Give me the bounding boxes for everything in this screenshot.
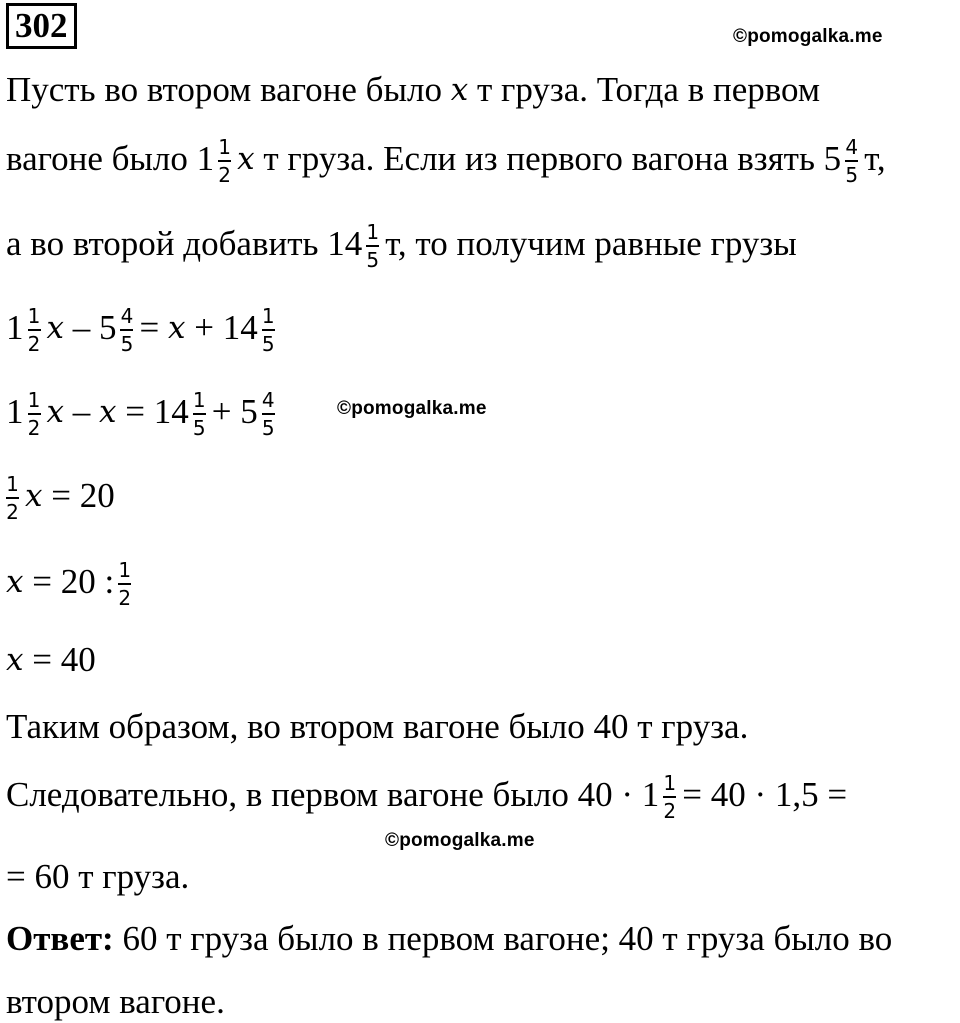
equation-5 xyxy=(6,640,96,680)
fraction xyxy=(28,305,41,355)
variable-x: x xyxy=(237,141,255,177)
fraction-bar xyxy=(28,329,41,331)
eq-segment: = 20 xyxy=(42,476,115,515)
fraction-bar xyxy=(845,160,858,162)
variable-x: x xyxy=(46,310,64,346)
denominator: 5 xyxy=(120,332,134,356)
denominator: 2 xyxy=(6,500,19,524)
eq-segment: = xyxy=(139,308,168,347)
text-segment: т, то получим равные грузы xyxy=(385,224,797,263)
conclusion-line-3 xyxy=(6,857,189,897)
eq-segment: = 14 xyxy=(116,392,189,431)
denominator: 5 xyxy=(366,248,380,272)
fraction-bar xyxy=(663,796,676,798)
fraction xyxy=(118,559,131,609)
variable-x: x xyxy=(450,72,469,108)
text-segment: а во второй добавить 14 xyxy=(6,224,363,263)
answer-text: 60 т груза было в первом вагоне; 40 т груза было во xyxy=(113,919,893,958)
equation-4 xyxy=(6,557,137,610)
watermark: ©pomogalka.me xyxy=(733,26,883,47)
fraction-bar xyxy=(193,413,206,415)
denominator: 5 xyxy=(845,163,859,187)
answer-line-2 xyxy=(6,982,225,1022)
eq-segment: + 5 xyxy=(211,392,258,431)
text-segment: = 40 · 1,5 = xyxy=(682,775,848,814)
eq-segment: 1 xyxy=(6,308,24,347)
task-number: 302 xyxy=(6,3,77,49)
numerator: 4 xyxy=(120,304,134,328)
fraction-bar xyxy=(218,160,231,162)
variable-x: x xyxy=(167,310,186,346)
variable-x: x xyxy=(98,394,117,430)
text-segment: т, xyxy=(864,139,886,178)
denominator: 2 xyxy=(663,799,677,823)
answer-line-1 xyxy=(6,919,892,959)
denominator: 2 xyxy=(27,332,41,356)
text-segment: = 60 т груза. xyxy=(6,857,190,896)
fraction xyxy=(218,136,231,186)
variable-x: x xyxy=(6,642,24,678)
denominator: 2 xyxy=(27,416,41,440)
text-segment: Следовательно, в первом вагоне было 40 · 1 xyxy=(6,775,660,814)
fraction xyxy=(193,389,206,439)
fraction xyxy=(262,305,275,355)
eq-segment: – xyxy=(63,392,99,431)
fraction xyxy=(845,136,858,186)
eq-segment: – 5 xyxy=(63,308,117,347)
text-segment: Пусть во втором вагоне было xyxy=(6,70,451,109)
watermark: ©pomogalka.me xyxy=(385,830,535,851)
numerator: 1 xyxy=(261,304,275,328)
equation-1 xyxy=(6,303,281,356)
eq-segment: = 20 : xyxy=(23,562,115,601)
denominator: 5 xyxy=(261,332,275,356)
eq-segment: 1 xyxy=(6,392,24,431)
answer-label: Ответ: xyxy=(6,919,114,958)
eq-segment: + 14 xyxy=(185,308,258,347)
fraction xyxy=(6,473,19,523)
fraction xyxy=(366,221,379,271)
numerator: 1 xyxy=(366,220,380,244)
numerator: 4 xyxy=(845,135,859,159)
conclusion-line-1 xyxy=(6,707,748,747)
fraction xyxy=(120,305,133,355)
conclusion-line-2 xyxy=(6,770,848,823)
text-segment: вагоне было 1 xyxy=(6,139,215,178)
variable-x: x xyxy=(6,564,24,600)
answer-text: втором вагоне. xyxy=(6,982,225,1021)
numerator: 1 xyxy=(192,388,206,412)
fraction-bar xyxy=(262,329,275,331)
text-segment: Таким образом, во втором вагоне было 40 т груза. xyxy=(6,707,749,746)
denominator: 5 xyxy=(192,416,206,440)
fraction-bar xyxy=(366,245,379,247)
fraction-bar xyxy=(28,413,41,415)
numerator: 1 xyxy=(27,388,41,412)
watermark: ©pomogalka.me xyxy=(337,398,487,419)
fraction-bar xyxy=(118,583,131,585)
text-line-2 xyxy=(6,134,886,187)
fraction xyxy=(663,772,676,822)
text-line-3 xyxy=(6,219,797,272)
fraction-bar xyxy=(6,497,19,499)
fraction xyxy=(262,389,275,439)
fraction-bar xyxy=(262,413,275,415)
numerator: 1 xyxy=(663,771,677,795)
numerator: 1 xyxy=(27,304,41,328)
text-segment: т груза. Тогда в первом xyxy=(468,70,821,109)
eq-segment: = 40 xyxy=(23,640,96,679)
variable-x: x xyxy=(25,478,43,514)
equation-2 xyxy=(6,387,281,440)
denominator: 2 xyxy=(118,586,132,610)
variable-x: x xyxy=(46,394,64,430)
numerator: 1 xyxy=(118,558,132,582)
denominator: 5 xyxy=(261,416,275,440)
numerator: 1 xyxy=(6,472,19,496)
fraction-bar xyxy=(120,329,133,331)
fraction xyxy=(28,389,41,439)
numerator: 1 xyxy=(218,135,231,159)
text-segment: т груза. Если из первого вагона взять 5 xyxy=(254,139,842,178)
numerator: 4 xyxy=(261,388,275,412)
equation-3 xyxy=(6,471,115,524)
text-line-1 xyxy=(6,70,820,110)
denominator: 2 xyxy=(218,163,231,187)
